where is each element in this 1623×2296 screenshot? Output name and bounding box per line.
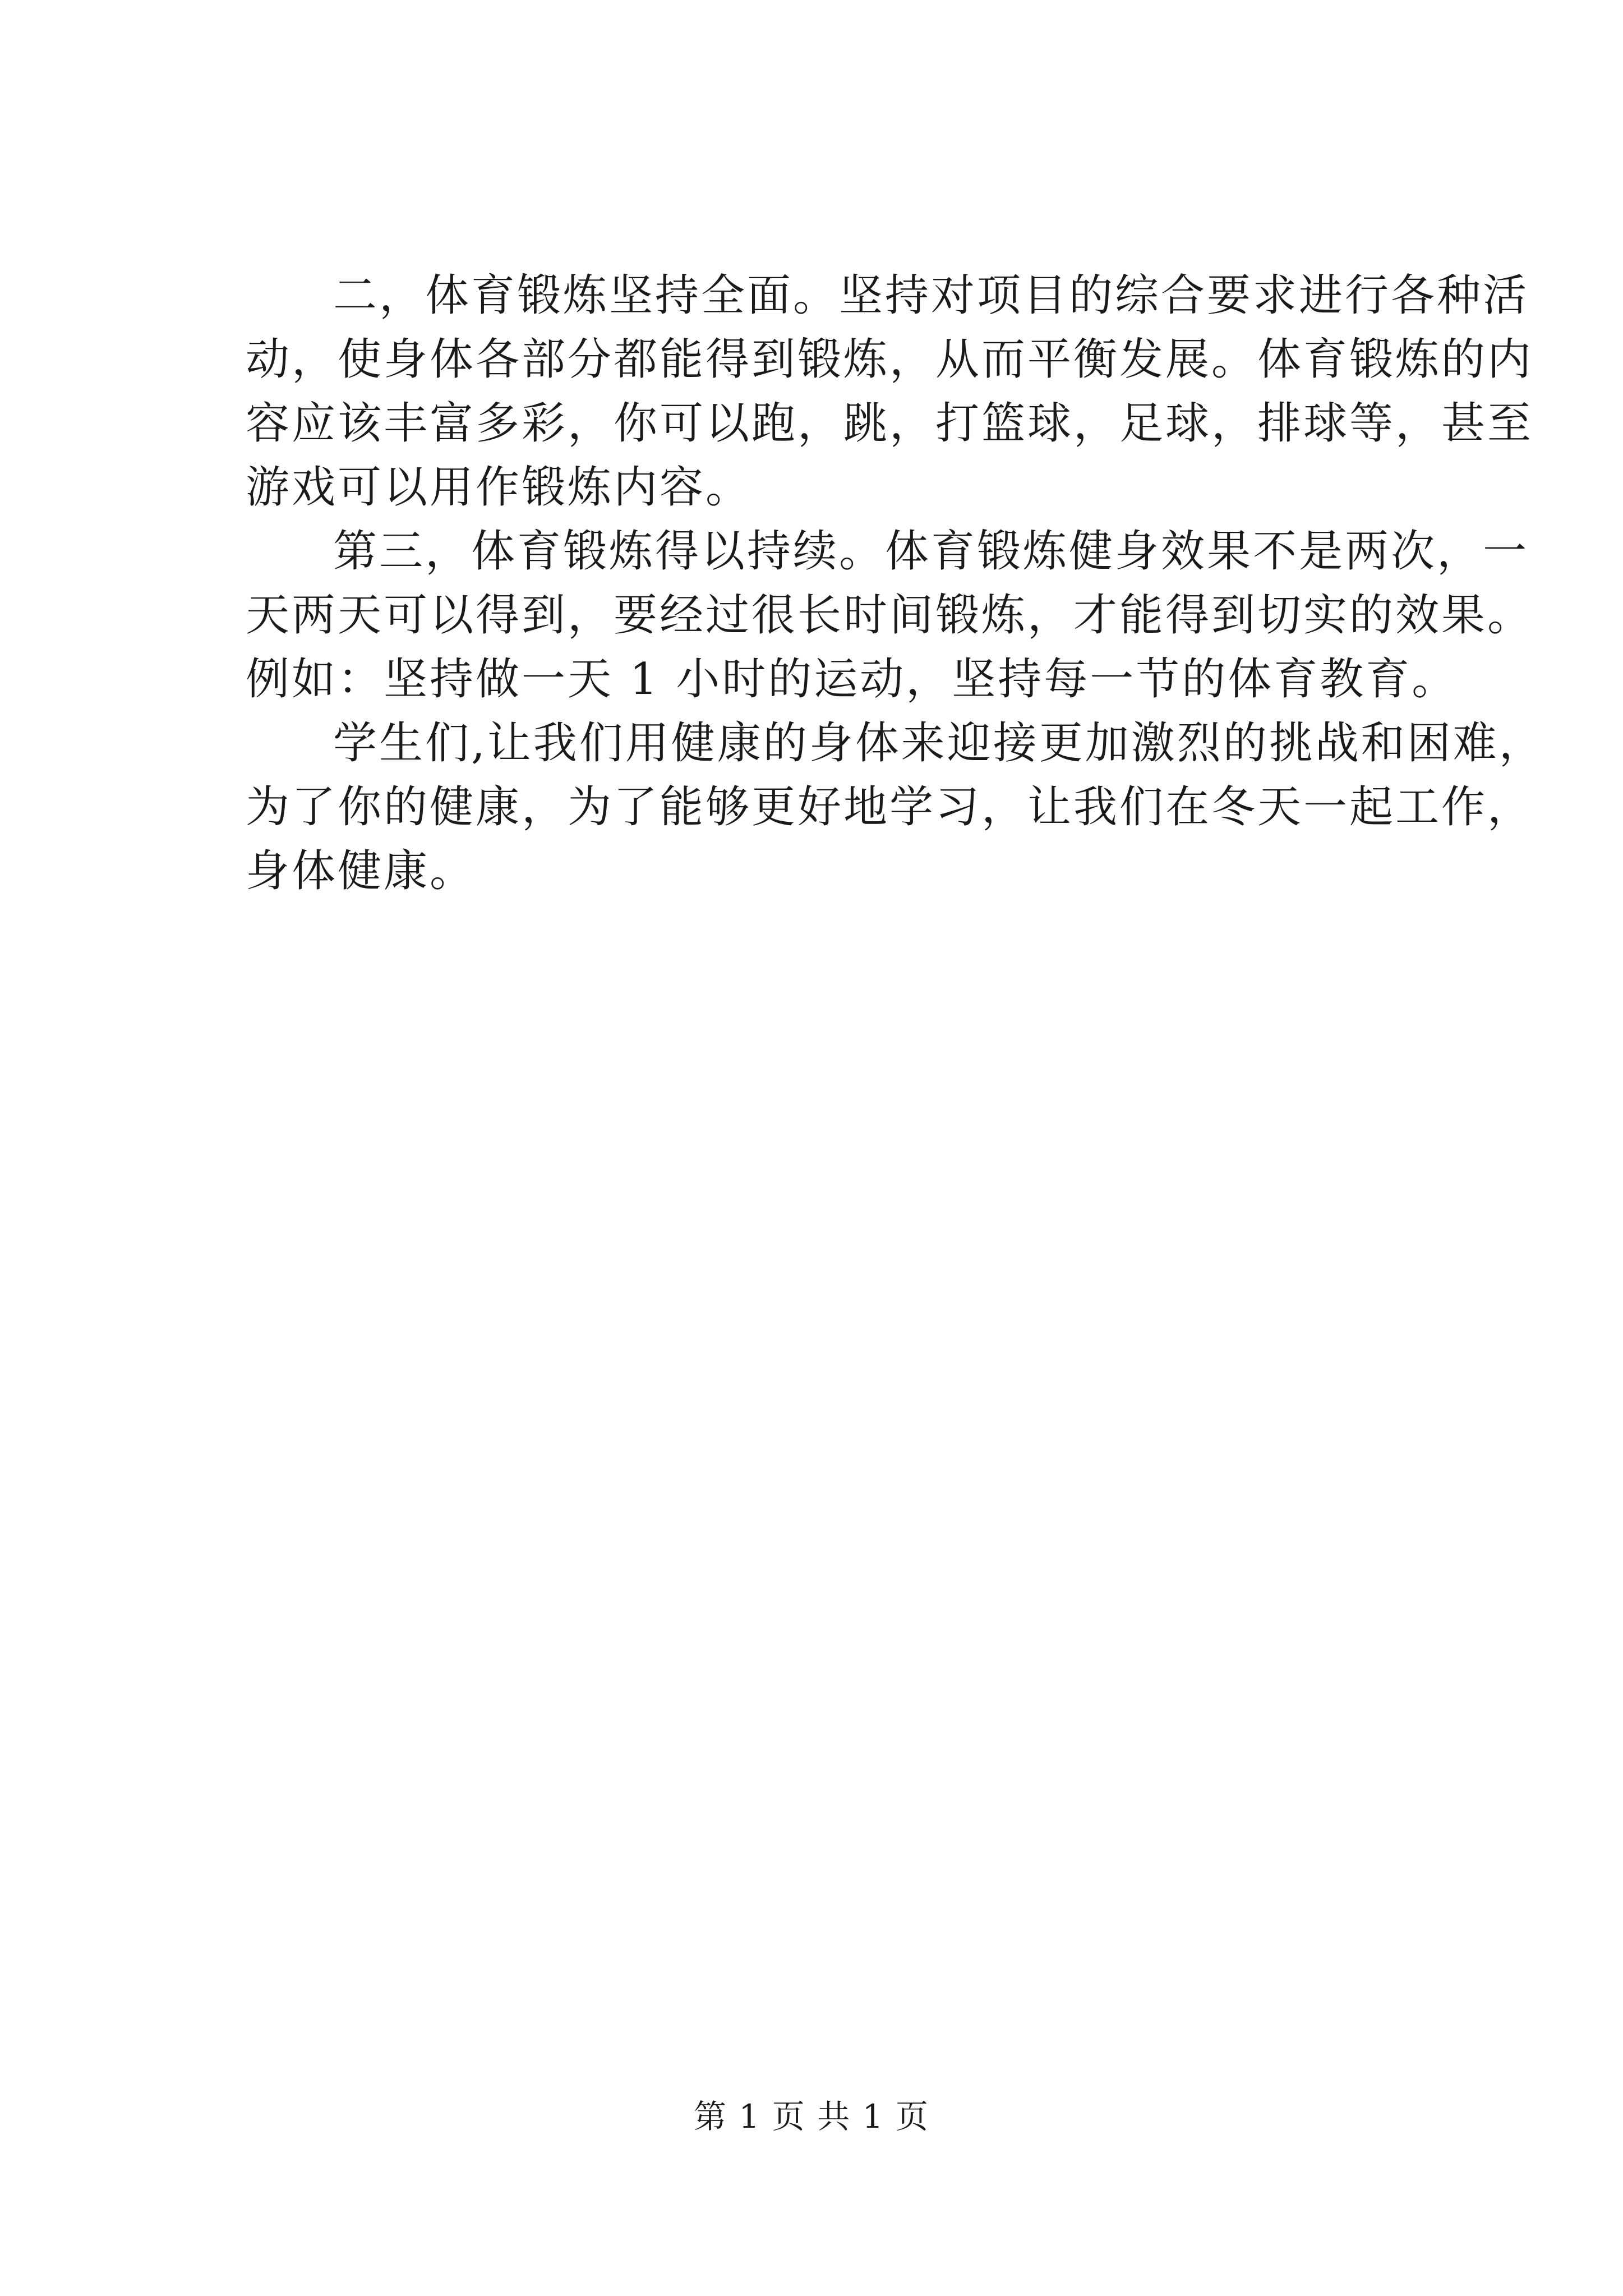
paragraph-line: 动，使身体各部分都能得到锻炼，从而平衡发展。体育锻炼的内 [246,334,1534,385]
paragraph-sustained-exercise [246,519,1534,711]
paragraph-line: 游戏可以用作锻炼内容。 [246,462,752,513]
paragraph-line: 身体健康。 [246,846,476,896]
paragraph-comprehensive-exercise [246,264,1534,519]
document-body [246,264,1545,903]
paragraph-line: 学生们,让我们用健康的身体来迎接更加激烈的挑战和困难， [333,718,1545,769]
paragraph-line: 第三，体育锻炼得以持续。体育锻炼健身效果不是两次，一 [333,526,1529,577]
paragraph-closing-appeal [246,711,1545,903]
paragraph-line: 天两天可以得到，要经过很长时间锻炼，才能得到切实的效果。 [246,590,1534,641]
page-number-footer: 第 1 页 共 1 页 [694,2097,929,2136]
paragraph-line: 二，体育锻炼坚持全面。坚持对项目的综合要求进行各种活 [333,270,1529,321]
paragraph-line: 容应该丰富多彩，你可以跑，跳，打篮球，足球，排球等，甚至 [246,398,1534,449]
paragraph-line: 例如：坚持做一天 1 小时的运动，坚持每一节的体育教育。 [246,654,1458,705]
paragraph-line: 为了你的健康，为了能够更好地学习，让我们在冬天一起工作， [246,782,1534,832]
